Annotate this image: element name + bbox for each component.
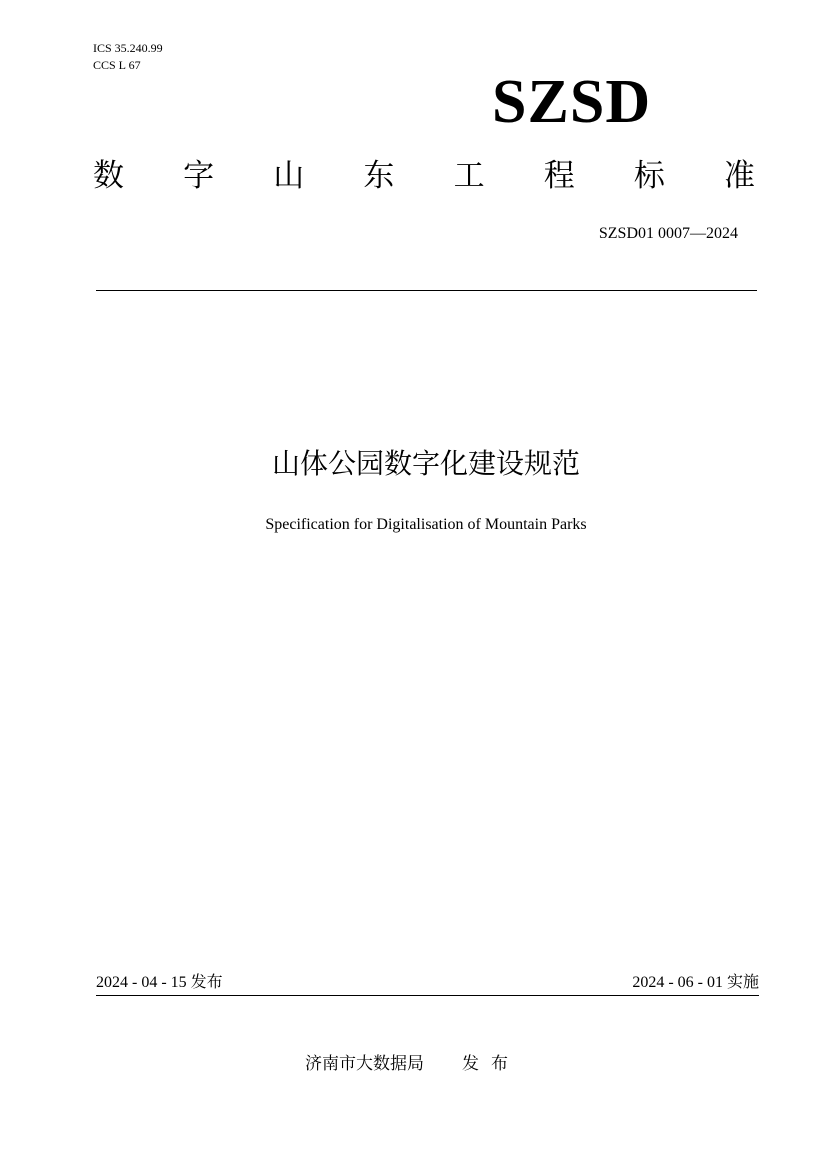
standard-number: SZSD01 0007—2024	[598, 225, 738, 242]
series-title-char: 数	[93, 158, 124, 194]
standard-logo: SZSD	[492, 68, 652, 136]
implementation-date-line	[632, 972, 759, 993]
series-title-char: 工	[453, 158, 485, 194]
implementation-label: 实施	[726, 972, 759, 991]
document-subtitle: Specification for Digitalisation of Mountain Parks	[265, 516, 587, 533]
release-label: 发布	[190, 972, 223, 991]
footer-divider	[96, 995, 759, 996]
series-title-char: 标	[633, 158, 665, 194]
issuer-line	[305, 1053, 520, 1075]
series-title-char: 程	[543, 158, 575, 194]
ics-code: ICS 35.240.99	[93, 41, 163, 55]
release-date-line	[96, 972, 223, 993]
series-title-char: 东	[363, 158, 395, 194]
series-title-char: 山	[273, 158, 305, 194]
series-title-char: 准	[723, 158, 755, 194]
header-divider	[96, 290, 757, 291]
release-date: 2024 - 04 - 15	[96, 974, 191, 991]
implementation-date: 2024 - 06 - 01	[632, 974, 727, 991]
issuer-action: 发布	[462, 1054, 520, 1074]
series-title-char: 字	[183, 158, 215, 194]
document-title: 山体公园数字化建设规范	[271, 447, 580, 480]
standard-series-title	[93, 156, 755, 196]
classification-codes	[93, 40, 163, 74]
ccs-code: CCS L 67	[93, 58, 141, 72]
issuer-name: 济南市大数据局	[305, 1054, 424, 1074]
